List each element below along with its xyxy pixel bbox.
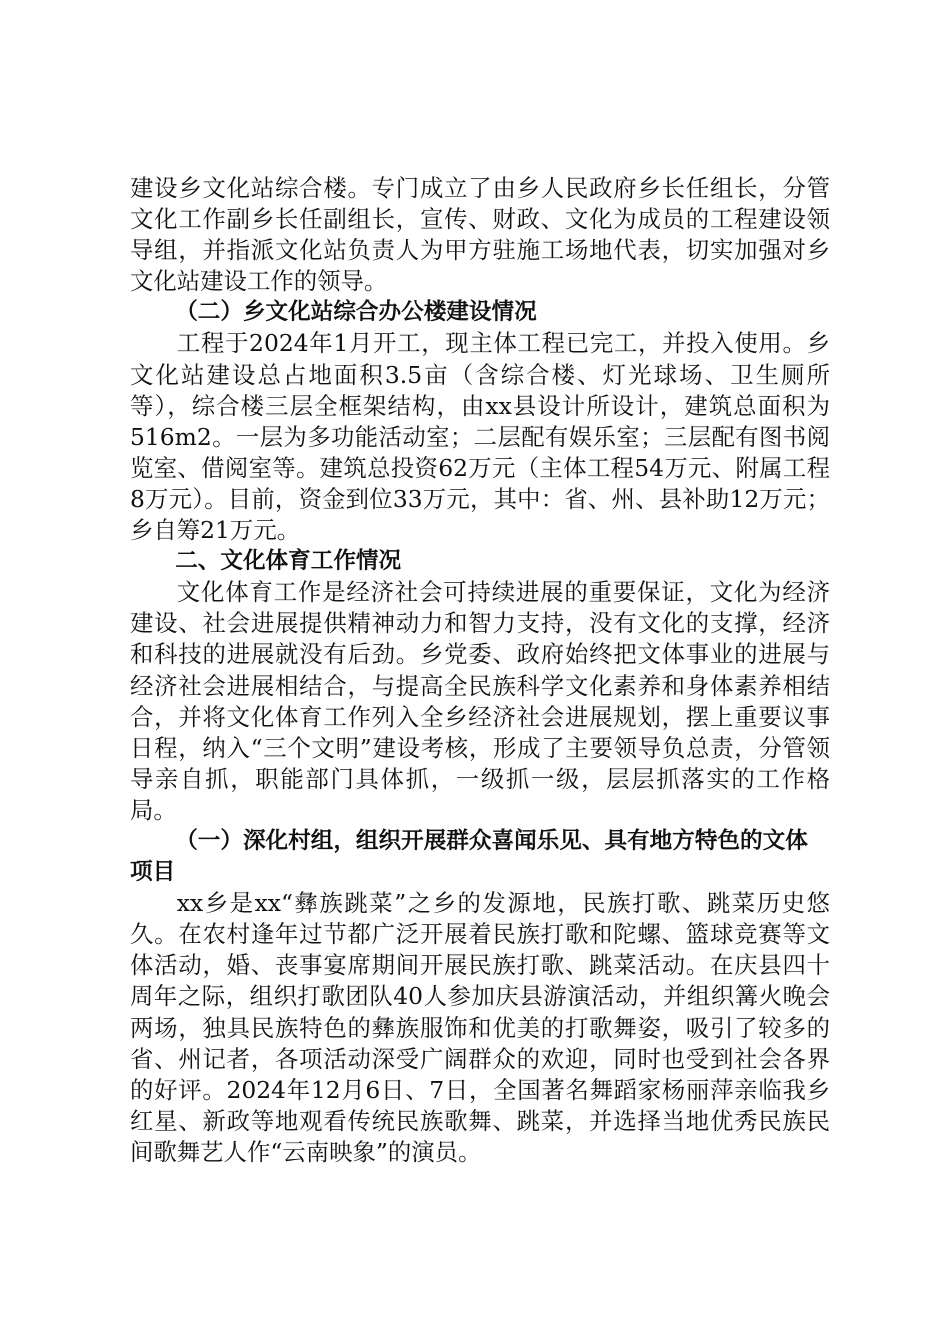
section-heading-culture-sports: 二、文化体育工作情况 [175, 548, 402, 575]
document-body [130, 173, 830, 1168]
section-heading-village-activities: （一）深化村组，组织开展群众喜闻乐见、具有地方特色的文体项目 [130, 827, 808, 886]
paragraph-culture-sports: 文化体育工作是经济社会可持续进展的重要保证，文化为经济建设、社会进展提供精神动力和智力支持，没有文化的支撑，经济和科技的进展就没有后劲。乡党委、政府始终把文体事业的进展与经济社会进展相结合，与提高全民族科学文化素养和身体素养相结合，并将文化体育工作列入全乡经济社会进展规划，摆上重要议事日程，纳入“三个文明”建设考核，形成了主要领导负总责，分管领导亲自抓，职能部门具体抓，一级抓一级，层层抓落实的工作格局。 [130, 578, 830, 824]
paragraph-office-building: 工程于2024年1月开工，现主体工程已完工，并投入使用。乡文化站建设总占地面积3.5亩（含综合楼、灯光球场、卫生厕所等），综合楼三层全框架结构，由xx县设计所设计，建筑总面积为516m2。一层为多功能活动室；二层配有娱乐室；三层配有图书阅览室、借阅室等。建筑总投资62万元（主体工程54万元、附属工程8万元）。目前，资金到位33万元，其中：省、州、县补助12万元；乡自筹21万元。 [130, 329, 830, 545]
section-heading-office-building: （二）乡文化站综合办公楼建设情况 [175, 299, 537, 326]
paragraph-village-activities: xx乡是xx“彝族跳菜”之乡的发源地，民族打歌、跳菜历史悠久。在农村逢年过节都广泛开展着民族打歌和陀螺、篮球竞赛等文体活动，婚、丧事宴席期间开展民族打歌、跳菜活动。在庆县四十周年之际，组织打歌团队40人参加庆县游演活动，并组织篝火晚会两场，独具民族特色的彝族服饰和优美的打歌舞姿，吸引了较多的省、州记者，各项活动深受广阔群众的欢迎，同时也受到社会各界的好评。2024年12月6日、7日，全国著名舞蹈家杨丽萍亲临我乡红星、新政等地观看传统民族歌舞、跳菜，并选择当地优秀民族民间歌舞艺人作“云南映象”的演员。 [130, 889, 830, 1166]
paragraph-intro: 建设乡文化站综合楼。专门成立了由乡人民政府乡长任组长，分管文化工作副乡长任副组长，宣传、财政、文化为成员的工程建设领导组，并指派文化站负责人为甲方驻施工场地代表，切实加强对乡文化站建设工作的领导。 [130, 174, 830, 296]
